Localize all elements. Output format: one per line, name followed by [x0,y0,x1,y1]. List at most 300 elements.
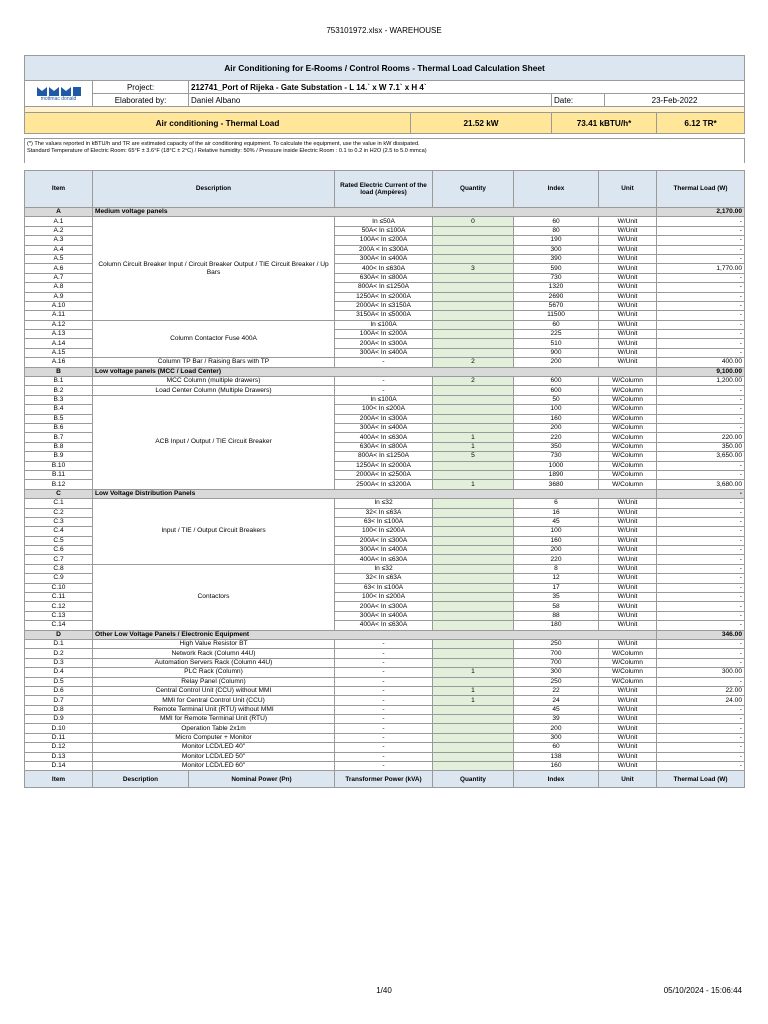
row-thermal-load: - [657,236,745,245]
row-index: 35 [514,593,599,602]
table-row [25,649,745,658]
row-rated-current: 630A< In ≤800A [335,273,433,282]
row-rated-current: 32< In ≤63A [335,508,433,517]
row-item: C.2 [25,508,93,517]
row-group-description: Column Circuit Breaker Input / Circuit Breaker Output / TIE Circuit Breaker / Up Bars [93,217,335,320]
row-item: B.11 [25,470,93,479]
row-unit: W/Unit [599,330,657,339]
row-item: A.5 [25,254,93,263]
row-rated-current: - [335,724,433,733]
row-description: Monitor LCD/LED 40" [93,743,335,752]
col-index-header: Index [514,171,599,208]
row-quantity [433,423,514,432]
row-unit: W/Unit [599,611,657,620]
row-thermal-load: 300.00 [657,668,745,677]
footer-description-header: Description [93,771,189,788]
section-total: - [657,489,745,498]
row-rated-current: - [335,696,433,705]
row-thermal-load: 350.00 [657,442,745,451]
row-unit: W/Unit [599,339,657,348]
row-item: C.14 [25,621,93,630]
row-thermal-load: - [657,217,745,226]
row-rated-current: In ≤32 [335,564,433,573]
row-item: B.4 [25,405,93,414]
logo-cell [25,81,93,107]
notes-cell [25,139,745,164]
row-rated-current: - [335,649,433,658]
row-unit: W/Unit [599,254,657,263]
row-item: C.11 [25,593,93,602]
row-item: A.9 [25,292,93,301]
row-quantity [433,611,514,620]
row-quantity [433,292,514,301]
row-rated-current: - [335,715,433,724]
row-rated-current: - [335,358,433,367]
row-rated-current: - [335,658,433,667]
footer-transformer-header: Transformer Power (kVA) [335,771,433,788]
row-rated-current: - [335,386,433,395]
row-item: B.6 [25,423,93,432]
row-group-description: Load Center Column (Multiple Drawers) [93,386,335,395]
row-unit: W/Column [599,452,657,461]
row-unit: W/Column [599,386,657,395]
row-rated-current: 300A< In ≤400A [335,423,433,432]
row-description: Micro Computer + Monitor [93,733,335,742]
row-item: A.8 [25,283,93,292]
row-thermal-load: - [657,348,745,357]
row-thermal-load: - [657,639,745,648]
row-item: C.7 [25,555,93,564]
table-row [25,320,745,329]
row-item: C.4 [25,527,93,536]
row-item: C.10 [25,583,93,592]
row-rated-current: 100A< In ≤200A [335,330,433,339]
row-thermal-load: - [657,555,745,564]
row-item: D.1 [25,639,93,648]
row-index: 200 [514,724,599,733]
row-rated-current: 1250A< In ≤2000A [335,292,433,301]
row-quantity [433,245,514,254]
row-item: D.3 [25,658,93,667]
row-index: 160 [514,414,599,423]
row-thermal-load: 22.00 [657,686,745,695]
row-index: 220 [514,555,599,564]
row-thermal-load: - [657,301,745,310]
row-index: 200 [514,423,599,432]
row-thermal-load: - [657,733,745,742]
row-index: 225 [514,330,599,339]
table-row [25,715,745,724]
row-rated-current: 300A< In ≤400A [335,546,433,555]
row-description: Central Control Unit (CCU) without MMI [93,686,335,695]
row-quantity [433,508,514,517]
row-thermal-load: - [657,724,745,733]
col-unit-header: Unit [599,171,657,208]
table-row [25,564,745,573]
row-index: 300 [514,668,599,677]
row-item: B.9 [25,452,93,461]
row-item: C.12 [25,602,93,611]
section-title: Low voltage panels (MCC / Load Center) [93,367,657,376]
table-row [25,668,745,677]
row-item: D.13 [25,752,93,761]
row-unit: W/Unit [599,715,657,724]
row-item: D.4 [25,668,93,677]
row-quantity [433,649,514,658]
section-row [25,630,745,639]
col-description-header: Description [93,171,335,208]
row-item: B.5 [25,414,93,423]
row-item: A.3 [25,236,93,245]
row-index: 45 [514,517,599,526]
row-unit: W/Unit [599,593,657,602]
row-item: C.8 [25,564,93,573]
row-rated-current: 400A< In ≤630A [335,555,433,564]
row-unit: W/Unit [599,226,657,235]
row-thermal-load: - [657,649,745,658]
table-row [25,639,745,648]
row-rated-current: - [335,733,433,742]
section-row [25,367,745,376]
row-rated-current: 50A< In ≤100A [335,226,433,235]
row-index: 100 [514,527,599,536]
row-quantity: 5 [433,452,514,461]
row-quantity [433,236,514,245]
row-index: 600 [514,386,599,395]
row-index: 88 [514,611,599,620]
table-row [25,752,745,761]
row-thermal-load: - [657,414,745,423]
row-unit: W/Column [599,405,657,414]
row-index: 390 [514,254,599,263]
row-quantity [433,311,514,320]
row-item: A.12 [25,320,93,329]
row-index: 200 [514,358,599,367]
col-item-header: Item [25,171,93,208]
row-quantity [433,621,514,630]
row-item: A.4 [25,245,93,254]
row-quantity [433,395,514,404]
row-thermal-load: - [657,395,745,404]
thermal-load-table [24,170,745,788]
row-index: 700 [514,649,599,658]
row-unit: W/Unit [599,705,657,714]
row-item: A.16 [25,358,93,367]
row-quantity [433,301,514,310]
section-item: D [25,630,93,639]
row-quantity [433,658,514,667]
row-unit: W/Unit [599,301,657,310]
col-rated-header: Rated Electric Current of the load (Ampères) [335,171,433,208]
row-index: 50 [514,395,599,404]
row-thermal-load: - [657,273,745,282]
row-item: C.13 [25,611,93,620]
row-unit: W/Unit [599,245,657,254]
row-index: 700 [514,658,599,667]
row-quantity [433,593,514,602]
row-quantity [433,386,514,395]
date-value: 23-Feb-2022 [605,94,745,107]
print-timestamp: 05/10/2024 - 15:06:44 [663,986,742,995]
row-thermal-load: - [657,677,745,686]
row-group-description: Input / TIE / Output Circuit Breakers [93,499,335,565]
row-rated-current: 200A< In ≤300A [335,414,433,423]
row-thermal-load: 1,770.00 [657,264,745,273]
row-rated-current: - [335,686,433,695]
row-rated-current: 630A< In ≤800A [335,442,433,451]
row-unit: W/Unit [599,508,657,517]
row-unit: W/Unit [599,273,657,282]
row-description: Operation Table 2x1m [93,724,335,733]
row-index: 200 [514,546,599,555]
row-item: B.3 [25,395,93,404]
row-unit: W/Unit [599,217,657,226]
row-quantity [433,762,514,771]
table-row [25,743,745,752]
section-row [25,489,745,498]
row-thermal-load: - [657,621,745,630]
note-line-2: Standard Temperature of Electric Room: 65°F ± 3.6°F (18°C ± 2°C) / Relative humidity: 50% / Pressure inside Electric Room : 0.1 to 0.2 in H2O (2.5 to 5.0 mmca) [27,148,427,154]
row-unit: W/Unit [599,292,657,301]
row-thermal-load: - [657,564,745,573]
row-index: 250 [514,677,599,686]
row-unit: W/Unit [599,752,657,761]
row-thermal-load: - [657,405,745,414]
row-description: Remote Terminal Unit (RTU) without MMI [93,705,335,714]
table-row [25,658,745,667]
row-thermal-load: 220.00 [657,433,745,442]
row-quantity [433,254,514,263]
row-item: A.2 [25,226,93,235]
row-rated-current: - [335,705,433,714]
row-quantity: 1 [433,696,514,705]
row-description: Monitor LCD/LED 50" [93,752,335,761]
column-header-row [25,171,745,208]
row-item: D.14 [25,762,93,771]
row-index: 6 [514,499,599,508]
row-unit: W/Column [599,480,657,489]
row-unit: W/Column [599,658,657,667]
row-index: 5670 [514,301,599,310]
row-rated-current: In ≤50A [335,217,433,226]
row-rated-current: In ≤100A [335,320,433,329]
row-rated-current: 200A< In ≤300A [335,536,433,545]
table-row [25,377,745,386]
row-unit: W/Unit [599,546,657,555]
row-quantity [433,602,514,611]
row-rated-current: 400A< In ≤630A [335,621,433,630]
row-unit: W/Unit [599,499,657,508]
row-quantity [433,499,514,508]
row-quantity [433,677,514,686]
row-unit: W/Column [599,461,657,470]
row-item: A.10 [25,301,93,310]
summary-label: Air conditioning - Thermal Load [25,113,411,134]
row-thermal-load: - [657,292,745,301]
row-rated-current: 300A< In ≤400A [335,254,433,263]
row-item: D.11 [25,733,93,742]
summary-kbtu: 73.41 kBTU/h* [552,113,657,134]
row-index: 58 [514,602,599,611]
row-thermal-load: - [657,546,745,555]
row-index: 60 [514,320,599,329]
sheet-title: Air Conditioning for E-Rooms / Control Rooms - Thermal Load Calculation Sheet [25,56,745,81]
row-index: 160 [514,536,599,545]
row-thermal-load: - [657,423,745,432]
row-item: D.8 [25,705,93,714]
row-unit: W/Unit [599,348,657,357]
row-index: 2690 [514,292,599,301]
row-rated-current: 32< In ≤63A [335,574,433,583]
row-thermal-load: - [657,283,745,292]
row-item: A.6 [25,264,93,273]
row-unit: W/Unit [599,574,657,583]
row-thermal-load: - [657,715,745,724]
table-row [25,395,745,404]
logo-text: mottmac donald [40,96,77,102]
row-unit: W/Column [599,377,657,386]
row-quantity [433,517,514,526]
row-thermal-load: - [657,311,745,320]
row-index: 590 [514,264,599,273]
row-index: 45 [514,705,599,714]
row-unit: W/Unit [599,696,657,705]
row-quantity [433,752,514,761]
section-item: C [25,489,93,498]
row-rated-current: In ≤100A [335,395,433,404]
row-description: PLC Rack (Column) [93,668,335,677]
col-quantity-header: Quantity [433,171,514,208]
row-rated-current: - [335,762,433,771]
row-rated-current: 200A< In ≤300A [335,339,433,348]
row-rated-current: - [335,639,433,648]
row-unit: W/Unit [599,686,657,695]
row-description: MMI for Remote Terminal Unit (RTU) [93,715,335,724]
footer-unit-header: Unit [599,771,657,788]
row-item: D.7 [25,696,93,705]
row-thermal-load: 400.00 [657,358,745,367]
row-rated-current: 800A< In ≤1250A [335,283,433,292]
row-quantity: 3 [433,264,514,273]
row-quantity [433,283,514,292]
row-quantity: 1 [433,668,514,677]
row-quantity [433,348,514,357]
row-thermal-load: - [657,705,745,714]
row-quantity [433,273,514,282]
row-quantity [433,536,514,545]
section-item: A [25,208,93,217]
row-index: 730 [514,273,599,282]
row-quantity [433,461,514,470]
row-index: 190 [514,236,599,245]
row-index: 60 [514,217,599,226]
row-quantity [433,405,514,414]
row-item: B.7 [25,433,93,442]
row-rated-current: 1250A< In ≤2000A [335,461,433,470]
row-thermal-load: - [657,527,745,536]
row-description: Monitor LCD/LED 60" [93,762,335,771]
row-item: B.8 [25,442,93,451]
row-item: A.13 [25,330,93,339]
sheet-header-table [24,55,745,163]
row-index: 300 [514,245,599,254]
section-title: Other Low Voltage Panels / Electronic Equipment [93,630,657,639]
row-thermal-load: - [657,536,745,545]
table-row [25,733,745,742]
row-unit: W/Column [599,470,657,479]
row-group-description: ACB Input / Output / TIE Circuit Breaker [93,395,335,489]
section-row [25,208,745,217]
section-title: Medium voltage panels [93,208,657,217]
footer-index-header: Index [514,771,599,788]
row-unit: W/Column [599,668,657,677]
row-unit: W/Column [599,423,657,432]
row-quantity [433,705,514,714]
row-unit: W/Column [599,414,657,423]
row-unit: W/Unit [599,264,657,273]
row-rated-current: 2000A< In ≤2500A [335,470,433,479]
row-rated-current: 63< In ≤100A [335,517,433,526]
row-thermal-load: - [657,743,745,752]
row-item: C.6 [25,546,93,555]
row-index: 17 [514,583,599,592]
row-quantity [433,639,514,648]
row-quantity: 0 [433,217,514,226]
row-index: 22 [514,686,599,695]
footer-column-header-row [25,771,745,788]
row-unit: W/Unit [599,733,657,742]
row-index: 11500 [514,311,599,320]
row-index: 180 [514,621,599,630]
row-rated-current: 2000A< In ≤3150A [335,301,433,310]
row-item: B.1 [25,377,93,386]
row-item: D.9 [25,715,93,724]
row-thermal-load: 3,680.00 [657,480,745,489]
row-quantity [433,339,514,348]
row-rated-current: - [335,752,433,761]
row-rated-current: 100< In ≤200A [335,527,433,536]
row-index: 510 [514,339,599,348]
row-rated-current: In ≤32 [335,499,433,508]
row-item: A.14 [25,339,93,348]
row-index: 24 [514,696,599,705]
row-item: C.1 [25,499,93,508]
row-thermal-load: 3,650.00 [657,452,745,461]
row-item: D.12 [25,743,93,752]
row-index: 220 [514,433,599,442]
row-rated-current: 800A< In ≤1250A [335,452,433,461]
row-quantity [433,564,514,573]
row-index: 1320 [514,283,599,292]
page-number: 1/40 [376,986,392,995]
row-quantity [433,546,514,555]
row-description: Relay Panel (Column) [93,677,335,686]
row-item: B.2 [25,386,93,395]
row-quantity [433,583,514,592]
row-thermal-load: - [657,658,745,667]
table-row [25,686,745,695]
row-unit: W/Unit [599,762,657,771]
row-thermal-load: - [657,508,745,517]
table-row [25,705,745,714]
table-row [25,217,745,226]
row-rated-current: 2500A< In ≤3200A [335,480,433,489]
row-unit: W/Unit [599,236,657,245]
row-quantity: 1 [433,433,514,442]
row-unit: W/Unit [599,724,657,733]
elaborated-value: Daniel Albano [189,94,552,107]
row-unit: W/Unit [599,517,657,526]
